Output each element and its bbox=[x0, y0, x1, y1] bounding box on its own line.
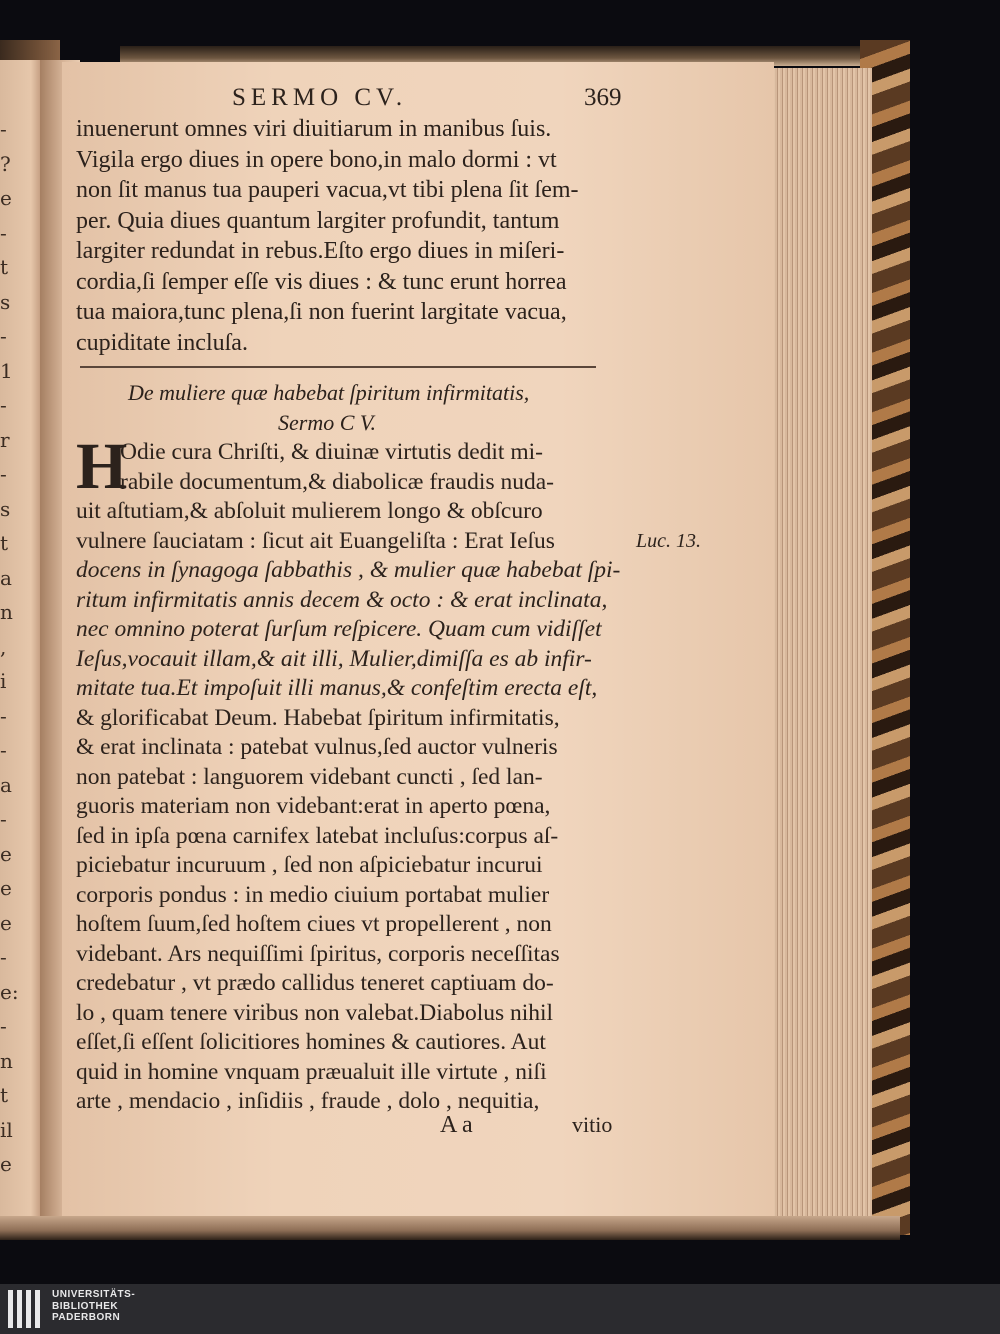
text-line: corporis pondus : in medio ciuium portabat mulier bbox=[76, 881, 550, 908]
footer-bar bbox=[0, 1284, 1000, 1334]
left-margin-char: , bbox=[0, 634, 7, 659]
left-margin-char: e: bbox=[0, 979, 19, 1004]
left-margin-char: t bbox=[0, 1083, 9, 1107]
text-line: inuenerunt omnes viri diuitiarum in manibus ſuis. bbox=[76, 116, 552, 142]
left-margin-char: il bbox=[0, 1117, 13, 1142]
left-margin-char: - bbox=[0, 462, 7, 486]
left-margin-char: 1 bbox=[0, 358, 13, 383]
left-margin-char: - bbox=[0, 220, 7, 245]
left-margin-char: n bbox=[0, 1048, 13, 1073]
left-margin-char: - bbox=[0, 393, 7, 417]
left-margin-char: e bbox=[0, 1152, 12, 1176]
left-margin-char: ? bbox=[0, 151, 11, 176]
text-line: piciebatur incuruum , ſed non aſpiciebatur incurui bbox=[76, 852, 543, 878]
text-line: Vigila ergo diues in opere bono,in malo dormi : vt bbox=[76, 146, 557, 173]
text-line: & erat inclinata : patebat vulnus,ſed auctor vulneris bbox=[76, 734, 558, 760]
text-line: uit aſtutiam,& abſoluit mulierem longo & obſcuro bbox=[76, 498, 543, 524]
text-line: non ſit manus tua pauperi vacua,vt tibi plena ſit ſem- bbox=[76, 177, 579, 203]
text-line: quid in homine vnquam præualuit ille virtute , niſi bbox=[76, 1058, 547, 1085]
text-line: cupiditate incluſa. bbox=[76, 329, 248, 356]
text-line: tua maiora,tunc plena,ſi non fuerint largitate vacua, bbox=[76, 299, 567, 325]
opening-paragraph bbox=[76, 114, 636, 358]
left-margin-char: n bbox=[0, 600, 13, 624]
page-fore-edge bbox=[770, 68, 872, 1218]
text-line: largiter redundat in rebus.Eſto ergo diues in miſeri- bbox=[76, 238, 565, 264]
text-line: vulnere ſauciatam : ſicut ait Euangeliſta : Erat Ieſus bbox=[76, 527, 555, 554]
text-line: & glorificabat Deum. Habebat ſpiritum infirmitatis, bbox=[76, 704, 560, 731]
left-margin-char: e bbox=[0, 876, 12, 900]
left-margin-char: s bbox=[0, 289, 11, 314]
logo-text-line: UNIVERSITÄTS- bbox=[52, 1289, 136, 1300]
section-title: De muliere quæ habebat ſpiritum infirmitatis, bbox=[128, 380, 530, 405]
text-line: per. Quia diues quantum largiter profundit, tantum bbox=[76, 207, 560, 234]
text-line: Odie cura Chriſti, & diuinæ virtutis dedit mi- bbox=[120, 439, 543, 465]
left-margin-char: s bbox=[0, 496, 11, 521]
sermon-body bbox=[76, 430, 636, 1117]
text-line: Ieſus,vocauit illam,& ait illi, Mulier,dimiſſa es ab infir- bbox=[76, 645, 592, 672]
left-margin-char: - bbox=[0, 1014, 7, 1038]
text-line: ſed in ipſa pœna carnifex latebat incluſus:corpus aſ- bbox=[76, 822, 559, 849]
running-head: SERMO CV. bbox=[232, 84, 408, 111]
page-number: 369 bbox=[584, 84, 622, 111]
left-margin-char: - bbox=[0, 324, 7, 348]
left-margin-char: e bbox=[0, 186, 12, 210]
text-line: eſſet,ſi eſſent ſolicitiores homines & cautiores. Aut bbox=[76, 1029, 546, 1055]
left-margin-char: a bbox=[0, 565, 12, 590]
left-margin-char: e bbox=[0, 910, 12, 935]
left-margin-char: - bbox=[0, 703, 7, 728]
text-line: arte , mendacio , inſidiis , fraude , dolo , nequitia, bbox=[76, 1088, 540, 1114]
logo-text-line: PADERBORN bbox=[52, 1312, 121, 1323]
text-line: rabile documentum,& diabolicæ fraudis nuda- bbox=[120, 468, 554, 495]
left-margin-char: t bbox=[0, 255, 9, 279]
text-line: docens in ſynagoga ſabbathis , & mulier quæ habebat ſpi- bbox=[76, 557, 621, 583]
text-line: guoris materiam non videbant:erat in aperto pœna, bbox=[76, 793, 551, 819]
library-logo-icon bbox=[8, 1290, 48, 1328]
left-margin-char: t bbox=[0, 531, 9, 555]
left-margin-char: - bbox=[0, 807, 7, 831]
left-margin-char: - bbox=[0, 117, 7, 141]
section-subtitle: Sermo C V. bbox=[278, 410, 376, 435]
text-line: cordia,ſi ſemper eſſe vis diues : & tunc erunt horrea bbox=[76, 268, 567, 295]
left-margin-char: r bbox=[0, 427, 10, 452]
left-margin-char: - bbox=[0, 945, 7, 969]
left-margin-char: - bbox=[0, 738, 7, 762]
left-margin-char: e bbox=[0, 841, 12, 866]
left-margin-char: i bbox=[0, 669, 7, 693]
text-line: nec omnino poterat ſurſum reſpicere. Quam cum vidiſſet bbox=[76, 616, 602, 642]
logo-text-line: BIBLIOTHEK bbox=[52, 1300, 119, 1312]
text-line: mitate tua.Et impoſuit illi manus,& confeſtim erecta eſt, bbox=[76, 675, 598, 701]
text-line: videbant. Ars nequiſſimi ſpiritus, corporis neceſſitas bbox=[76, 940, 560, 967]
text-line: ritum infirmitatis annis decem & octo : & erat inclinata, bbox=[76, 586, 608, 613]
library-logo-text bbox=[52, 1289, 135, 1324]
text-line: credebatur , vt prædo callidus teneret captiuam do- bbox=[76, 970, 554, 996]
text-line: lo , quam tenere viribus non valebat.Diabolus nihil bbox=[76, 999, 554, 1026]
text-line: hoſtem ſuum,ſed hoſtem ciues vt propellerent , non bbox=[76, 911, 552, 937]
drop-cap: H bbox=[76, 430, 128, 503]
signature-mark: A a bbox=[440, 1112, 473, 1138]
book-bottom-edge bbox=[0, 1216, 900, 1240]
marginal-note: Luc. 13. bbox=[636, 530, 701, 552]
section-divider bbox=[80, 366, 596, 368]
text-line: non patebat : languorem videbant cuncti , ſed lan- bbox=[76, 763, 543, 790]
left-margin-char: a bbox=[0, 772, 12, 797]
left-page-margin-text bbox=[0, 112, 20, 1182]
catchword: vitio bbox=[572, 1112, 613, 1137]
